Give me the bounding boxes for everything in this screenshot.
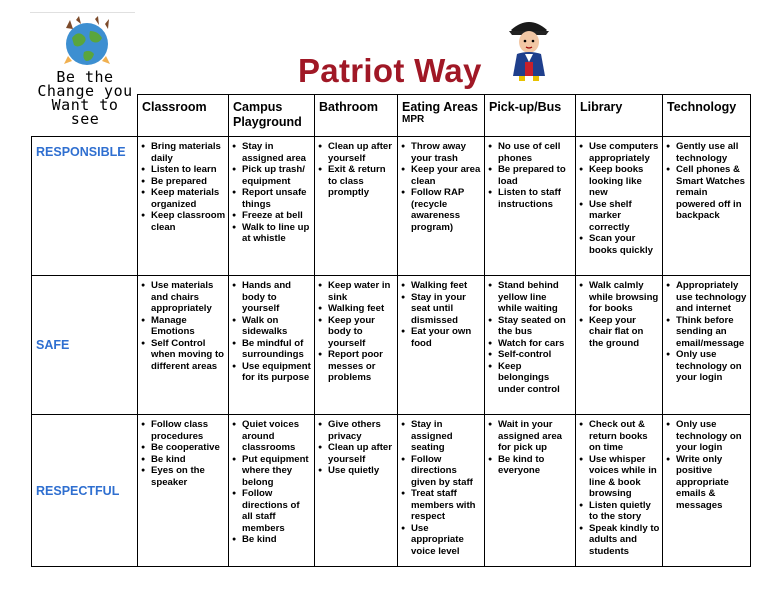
bullet-item: ● Eyes on the speaker	[151, 465, 226, 488]
bullet-item: ● Follow directions of all staff members	[242, 488, 312, 534]
bullet-item: ● Freeze at bell	[242, 210, 312, 222]
matrix-cell	[315, 276, 398, 415]
bullet-list	[485, 415, 575, 479]
globe-hands-icon	[62, 16, 112, 68]
slogan-line: Be the	[56, 68, 114, 86]
bullet-list	[398, 415, 484, 559]
bullet-list	[138, 137, 228, 235]
bullet-item: ● Be kind	[151, 454, 226, 466]
bullet-item: ● Walk calmly while browsing for books	[589, 280, 660, 315]
bullet-item: ● Use appropriate voice level	[411, 523, 482, 558]
bullet-item: ● Throw away your trash	[411, 141, 482, 164]
bullet-item: ● Put equipment where they belong	[242, 454, 312, 489]
bullet-item: ● Report poor messes or problems	[328, 349, 395, 384]
bullet-item: ● Bring materials daily	[151, 141, 226, 164]
bullet-item: ● Watch for cars	[498, 338, 573, 350]
column-header	[576, 95, 663, 137]
bullet-item: ● Eat your own food	[411, 326, 482, 349]
bullet-item: ● No use of cell phones	[498, 141, 573, 164]
bullet-item: ● Treat staff members with respect	[411, 488, 482, 523]
matrix-cell	[663, 137, 751, 276]
bullet-item: ● Stay in assigned area	[242, 141, 312, 164]
column-header-label: Technology	[667, 100, 737, 114]
matrix-cell	[315, 415, 398, 567]
bullet-list	[485, 276, 575, 397]
bullet-item: ● Stand behind yellow line while waiting	[498, 280, 573, 315]
bullet-item: ● Be kind	[242, 534, 312, 546]
bullet-item: ● Speak kindly to adults and students	[589, 523, 660, 558]
matrix-body	[32, 137, 751, 567]
bullet-item: ● Keep belongings under control	[498, 361, 573, 396]
matrix-row	[32, 276, 751, 415]
bullet-item: ● Follow class procedures	[151, 419, 226, 442]
bullet-item: ● Be cooperative	[151, 442, 226, 454]
bullet-item: ● Listen to staff instructions	[498, 187, 573, 210]
bullet-list	[398, 276, 484, 351]
matrix-cell	[576, 276, 663, 415]
bullet-item: ● Hands and body to yourself	[242, 280, 312, 315]
column-header-label: Library	[580, 100, 623, 114]
matrix-cell	[663, 415, 751, 567]
bullet-item: ● Keep materials organized	[151, 187, 226, 210]
matrix-cell	[229, 415, 315, 567]
matrix-cell	[398, 276, 485, 415]
bullet-list	[485, 137, 575, 212]
bullet-item: ● Clean up after yourself	[328, 442, 395, 465]
column-header-label: Bathroom	[319, 100, 379, 114]
bullet-item: ● Quiet voices around classrooms	[242, 419, 312, 454]
bullet-item: ● Listen quietly to the story	[589, 500, 660, 523]
matrix-cell	[138, 137, 229, 276]
bullet-item: ● Use materials and chairs appropriately	[151, 280, 226, 315]
column-header	[663, 95, 751, 137]
bullet-item: ● Use computers appropriately	[589, 141, 660, 164]
matrix-cell	[229, 276, 315, 415]
bullet-item: ● Give others privacy	[328, 419, 395, 442]
bullet-item: ● Check out & return books on time	[589, 419, 660, 454]
matrix-cell	[576, 137, 663, 276]
bullet-item: ● Follow directions given by staff	[411, 454, 482, 489]
bullet-item: ● Walking feet	[328, 303, 395, 315]
matrix-cell	[576, 415, 663, 567]
bullet-item: ● Use shelf marker correctly	[589, 199, 660, 234]
bullet-list	[663, 276, 750, 386]
matrix-row	[32, 415, 751, 567]
matrix-cell	[663, 276, 751, 415]
bullet-item: ● Appropriately use technology and internet	[676, 280, 748, 315]
matrix-row	[32, 137, 751, 276]
bullet-list	[229, 137, 314, 247]
bullet-item: ● Clean up after yourself	[328, 141, 395, 164]
bullet-list	[663, 415, 750, 513]
bullet-item: ● Be mindful of surroundings	[242, 338, 312, 361]
bullet-list	[315, 137, 397, 201]
bullet-item: ● Be prepared to load	[498, 164, 573, 187]
patriot-mascot-icon	[505, 16, 553, 82]
row-label: SAFE	[32, 276, 138, 415]
behavior-matrix	[31, 94, 751, 567]
bullet-item: ● Only use technology on your login	[676, 349, 748, 384]
column-header-label: Eating Areas	[402, 100, 478, 114]
bullet-item: ● Pick up trash/ equipment	[242, 164, 312, 187]
slogan-line: Change you	[37, 82, 133, 100]
matrix-cell	[485, 276, 576, 415]
header-rule	[30, 12, 135, 13]
bullet-list	[138, 276, 228, 374]
bullet-item: ● Keep your body to yourself	[328, 315, 395, 350]
matrix-cell	[398, 137, 485, 276]
bullet-item: ● Only use technology on your login	[676, 419, 748, 454]
bullet-list	[229, 415, 314, 548]
matrix-cell	[315, 137, 398, 276]
column-header	[485, 95, 576, 137]
bullet-item: ● Walk to line up at whistle	[242, 222, 312, 245]
bullet-list	[576, 137, 662, 258]
column-header-row	[32, 95, 751, 137]
bullet-item: ● Gently use all technology	[676, 141, 748, 164]
bullet-item: ● Keep water in sink	[328, 280, 395, 303]
bullet-item: ● Be kind to everyone	[498, 454, 573, 477]
bullet-list	[663, 137, 750, 224]
row-label: RESPONSIBLE	[32, 137, 138, 276]
bullet-item: ● Use whisper voices while in line & book browsing	[589, 454, 660, 500]
column-header-sublabel: MPR	[402, 114, 425, 125]
bullet-item: ● Self Control when moving to different areas	[151, 338, 226, 373]
bullet-item: ● Follow RAP (recycle awareness program)	[411, 187, 482, 233]
bullet-list	[398, 137, 484, 235]
bullet-item: ● Self-control	[498, 349, 573, 361]
bullet-item: ● Listen to learn	[151, 164, 226, 176]
bullet-item: ● Keep your area clean	[411, 164, 482, 187]
bullet-item: ● Cell phones & Smart Watches remain powered off in backpack	[676, 164, 748, 222]
matrix-cell	[138, 415, 229, 567]
bullet-list	[315, 415, 397, 479]
column-header	[229, 95, 315, 137]
bullet-item: ● Exit & return to class promptly	[328, 164, 395, 199]
bullet-item: ● Keep classroom clean	[151, 210, 226, 233]
bullet-item: ● Use quietly	[328, 465, 395, 477]
column-header-label: Classroom	[142, 100, 207, 114]
matrix-cell	[229, 137, 315, 276]
bullet-item: ● Stay seated on the bus	[498, 315, 573, 338]
matrix-cell	[485, 137, 576, 276]
bullet-item: ● Use equipment for its purpose	[242, 361, 312, 384]
column-header-label: Campus Playground	[233, 100, 302, 129]
bullet-item: ● Stay in your seat until dismissed	[411, 292, 482, 327]
bullet-item: ● Wait in your assigned area for pick up	[498, 419, 573, 454]
row-label: RESPECTFUL	[32, 415, 138, 567]
bullet-item: ● Keep your chair flat on the ground	[589, 315, 660, 350]
bullet-list	[576, 415, 662, 559]
bullet-item: ● Walking feet	[411, 280, 482, 292]
matrix-cell	[138, 276, 229, 415]
bullet-list	[229, 276, 314, 386]
matrix-cell	[398, 415, 485, 567]
bullet-item: ● Be prepared	[151, 176, 226, 188]
corner-cell	[32, 95, 138, 137]
bullet-item: ● Stay in assigned seating	[411, 419, 482, 454]
bullet-item: ● Scan your books quickly	[589, 233, 660, 256]
column-header	[138, 95, 229, 137]
slogan-line: Want to see	[51, 96, 119, 128]
column-header-label: Pick-up/Bus	[489, 100, 562, 114]
page-title: Patriot Way	[298, 52, 482, 89]
matrix-cell	[485, 415, 576, 567]
column-header	[398, 95, 485, 137]
bullet-item: ● Think before sending an email/message	[676, 315, 748, 350]
bullet-item: ● Walk on sidewalks	[242, 315, 312, 338]
bullet-list	[138, 415, 228, 490]
bullet-item: ● Write only positive appropriate emails & messages	[676, 454, 748, 512]
bullet-item: ● Manage Emotions	[151, 315, 226, 338]
column-header	[315, 95, 398, 137]
bullet-item: ● Report unsafe things	[242, 187, 312, 210]
bullet-list	[315, 276, 397, 386]
bullet-list	[576, 276, 662, 351]
bullet-item: ● Keep books looking like new	[589, 164, 660, 199]
